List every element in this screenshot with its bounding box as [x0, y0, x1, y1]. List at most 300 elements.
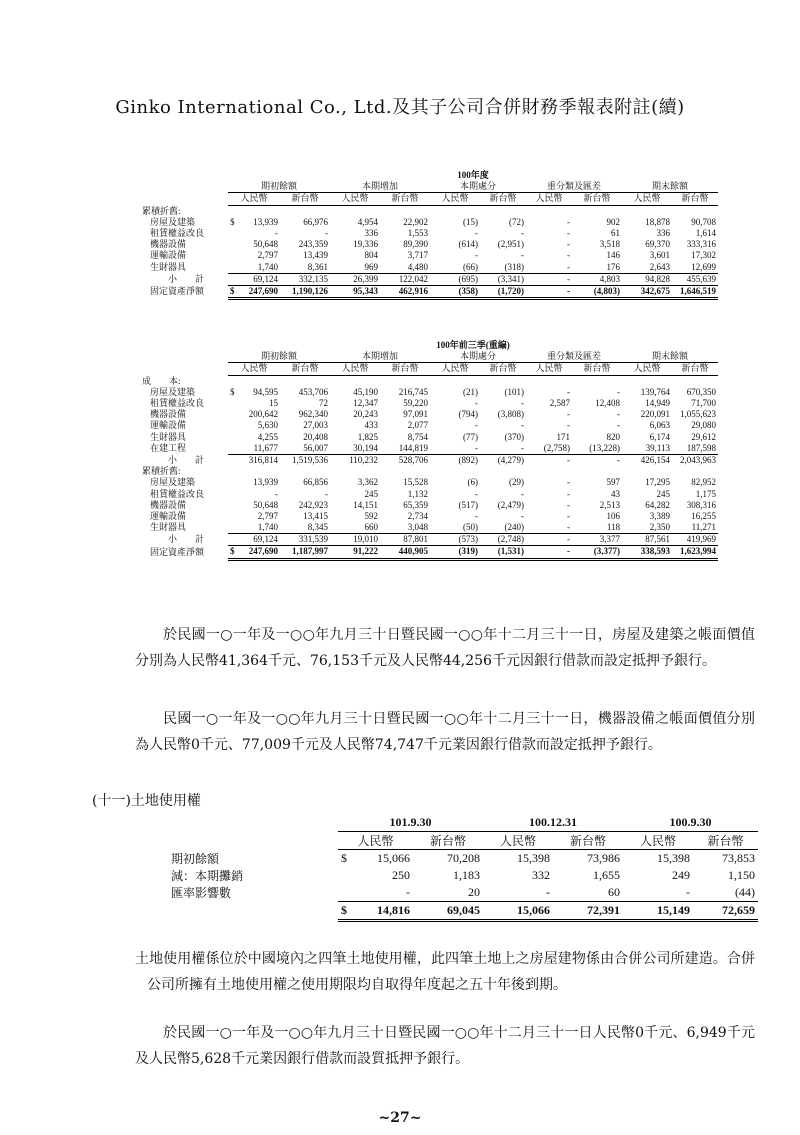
table-cell: -	[623, 884, 693, 902]
table-cell: 440,905	[380, 546, 430, 559]
table-cell	[228, 387, 280, 398]
column-group-header: 本期處分	[430, 181, 526, 193]
table-cell: -	[567, 239, 570, 250]
table-cell: 187,598	[672, 443, 718, 455]
depreciation-table-100	[140, 170, 765, 300]
table-cell: -	[275, 488, 278, 499]
table-cell: 176	[572, 262, 622, 274]
table-row	[140, 228, 765, 239]
table-cell: (66)	[430, 262, 480, 274]
table-cell: -	[521, 510, 524, 521]
table-cell: (794)	[458, 409, 478, 420]
table-cell: (6)	[467, 477, 478, 488]
table-cell: 597	[606, 477, 620, 488]
table-cell: 4,954	[357, 216, 378, 227]
table-cell: 11,271	[672, 522, 718, 534]
table-cell: (29)	[509, 477, 524, 488]
table-row	[140, 534, 765, 546]
table-cell: (21)	[463, 386, 478, 397]
table-cell: 660	[330, 522, 380, 534]
table-cell: 820	[606, 431, 620, 442]
column-header: 人民幣	[526, 363, 572, 375]
table-cell: -	[567, 228, 570, 239]
table-cell: 12,699	[672, 262, 718, 274]
table-cell: 1,175	[695, 488, 716, 499]
table-cell: -	[521, 488, 524, 499]
table-cell: -	[521, 228, 524, 239]
table-cell: -	[617, 386, 620, 397]
row-label: 固定資產淨額	[150, 546, 205, 557]
row-label: 生財器具	[150, 522, 187, 533]
table-cell: 71,700	[691, 398, 716, 409]
section-label: 累積折舊:	[142, 466, 181, 477]
table-cell: -	[567, 510, 570, 521]
row-label: 固定資產淨額	[150, 286, 205, 297]
table-row	[140, 488, 765, 499]
table-year: 100年度	[457, 170, 489, 181]
table-cell: 72,659	[693, 902, 758, 921]
table-cell: -	[480, 443, 526, 455]
table-cell: 902	[606, 216, 620, 227]
table-cell	[228, 546, 280, 559]
paragraph-land-pledge: 於民國一○一年及一○○年九月三十日暨民國一○○年十二月三十一日人民幣0千元、6,949千元及人民幣5,628千元業因銀行借款而設質抵押予銀行。	[135, 1025, 755, 1067]
table-cell: 106	[606, 510, 620, 521]
table-cell: 69,370	[645, 239, 670, 250]
table-cell: 4,255	[257, 431, 278, 442]
table-cell: 5,630	[257, 420, 278, 431]
table-cell: (3,808)	[497, 409, 524, 420]
table-cell: 1,825	[357, 431, 378, 442]
table-cell: 56,007	[280, 443, 330, 455]
table-cell: 17,302	[691, 250, 716, 261]
column-group-header: 100.12.31	[483, 814, 623, 832]
table-cell: 43	[611, 488, 620, 499]
table-cell: 26,399	[330, 273, 380, 285]
table-cell: 30,194	[330, 443, 380, 455]
table-cell: 15,398	[657, 851, 690, 865]
currency-symbol: $	[230, 285, 235, 296]
table-cell: 72,391	[553, 902, 623, 921]
table-cell: (319)	[430, 546, 480, 559]
table-cell: 69,124	[228, 273, 280, 285]
table-cell: -	[567, 386, 570, 397]
table-cell: -	[567, 454, 570, 465]
table-year: 100年前三季(重編)	[436, 340, 510, 351]
table-cell: 216,745	[398, 386, 428, 397]
table-cell: 22,902	[403, 216, 428, 227]
table-cell: 3,362	[357, 477, 378, 488]
cell-value: 13,939	[253, 216, 278, 227]
table-cell: -	[526, 285, 572, 298]
table-cell: 139,764	[640, 386, 670, 397]
table-cell: 110,232	[349, 454, 378, 465]
table-cell	[228, 285, 280, 298]
table-cell: 4,803	[572, 273, 622, 285]
table-cell: (77)	[463, 431, 478, 442]
table-cell: -	[567, 409, 570, 420]
table-cell: 2,797	[257, 250, 278, 261]
table-cell: 1,655	[593, 868, 620, 882]
table-cell: 2,077	[407, 420, 428, 431]
table-cell: (517)	[458, 499, 478, 510]
table-cell: 332,135	[280, 273, 330, 285]
table-cell: 1,519,536	[292, 454, 328, 465]
column-group-header: 期初餘額	[228, 351, 330, 363]
table-cell: 146	[606, 250, 620, 261]
table-cell: 2,513	[599, 499, 620, 510]
table-cell: 3,518	[599, 239, 620, 250]
column-header: 人民幣	[623, 832, 693, 850]
table-cell: 18,878	[645, 216, 670, 227]
table-cell: 316,814	[248, 454, 278, 465]
table-cell: 1,623,994	[672, 546, 718, 559]
table-row	[168, 850, 758, 868]
table-cell: -	[526, 262, 572, 274]
column-header: 人民幣	[622, 193, 672, 205]
table-row	[140, 387, 765, 398]
table-cell: 15,398	[517, 851, 550, 865]
column-header: 新台幣	[480, 193, 526, 205]
table-cell: (4,803)	[572, 285, 622, 298]
table-cell: 243,359	[298, 239, 328, 250]
table-cell: -	[430, 443, 480, 455]
table-cell: -	[521, 250, 524, 261]
table-cell: 804	[364, 250, 378, 261]
row-label: 機器設備	[150, 499, 187, 510]
table-cell: 1,055,623	[680, 409, 716, 420]
table-cell: 82,952	[691, 477, 716, 488]
table-cell: 90,708	[691, 216, 716, 227]
currency-symbol: $	[341, 851, 347, 865]
table-cell: 13,439	[303, 250, 328, 261]
table-cell: 462,916	[380, 285, 430, 298]
table-cell: 419,969	[672, 534, 718, 546]
land-use-rights-table	[168, 814, 758, 922]
table-cell: 1,132	[407, 488, 428, 499]
row-label: 生財器具	[150, 261, 187, 272]
table-cell: 336	[656, 228, 670, 239]
table-row	[140, 500, 765, 511]
table-cell: -	[617, 409, 620, 420]
cell-value: 247,690	[248, 546, 278, 557]
table-cell: (44)	[693, 884, 758, 902]
table-cell: 87,561	[622, 534, 672, 546]
column-header: 新台幣	[572, 193, 622, 205]
table-row	[140, 477, 765, 488]
table-cell: 969	[330, 262, 380, 274]
table-cell: 8,361	[280, 262, 330, 274]
table-cell: (72)	[509, 216, 524, 227]
row-label: 房屋及建築	[150, 477, 196, 488]
table-cell: (13,228)	[572, 443, 622, 455]
row-label: 小 計	[168, 454, 205, 465]
page-title: Ginko International Co., Ltd.及其子公司合併財務季報表附註(續)	[115, 97, 685, 118]
table-cell: -	[475, 228, 478, 239]
column-header: 新台幣	[672, 193, 718, 205]
table-cell: (1,720)	[480, 285, 526, 298]
table-cell: 2,043,963	[680, 454, 716, 465]
table-cell: -	[567, 499, 570, 510]
table-cell: -	[475, 488, 478, 499]
cell-value: 94,595	[253, 386, 278, 397]
table-cell: 333,316	[686, 239, 716, 250]
table-cell: 336	[364, 228, 378, 239]
table-cell: 29,612	[691, 431, 716, 442]
table-cell: 17,295	[645, 477, 670, 488]
table-cell: -	[526, 534, 572, 546]
table-cell: (2,951)	[497, 239, 524, 250]
table-row	[140, 522, 765, 534]
table-cell: 122,042	[380, 273, 430, 285]
table-cell: 3,048	[380, 522, 430, 534]
table-cell: 6,174	[649, 431, 670, 442]
table-row	[140, 398, 765, 409]
column-group-header: 重分類及匯差	[526, 351, 622, 363]
section-label: 成 本:	[142, 375, 181, 386]
table-cell: (614)	[458, 239, 478, 250]
table-cell: (695)	[430, 273, 480, 285]
column-header: 新台幣	[693, 832, 758, 850]
table-cell: 60	[553, 884, 623, 902]
row-label: 小 計	[168, 273, 205, 284]
table-cell: 342,675	[622, 285, 672, 298]
table-cell: 12,347	[353, 398, 378, 409]
table-cell: 200,642	[248, 409, 278, 420]
table-cell: -	[526, 546, 572, 559]
table-cell: 50,648	[253, 499, 278, 510]
table-row	[168, 902, 758, 921]
table-cell: -	[475, 510, 478, 521]
table-cell: 1,646,519	[672, 285, 718, 298]
table-cell: 118	[572, 522, 622, 534]
table-cell: (2,479)	[497, 499, 524, 510]
table-cell: 20,408	[303, 431, 328, 442]
table-cell: -	[567, 488, 570, 499]
paragraph-machinery-pledge: 民國一○一年及一○○年九月三十日暨民國一○○年十二月三十一日，機器設備之帳面價值分別為人民幣0千元、77,009千元及人民幣74,747千元業因銀行借款而設定抵押予銀行。	[135, 711, 755, 753]
table-cell: 13,415	[303, 510, 328, 521]
row-label: 在建工程	[150, 443, 187, 454]
table-row	[168, 867, 758, 884]
table-cell: 14,151	[353, 499, 378, 510]
table-cell: -	[567, 216, 570, 227]
table-cell: -	[483, 884, 553, 902]
table-cell: 171	[556, 431, 570, 442]
table-cell: 61	[611, 228, 620, 239]
table-cell: 962,340	[298, 409, 328, 420]
table-cell: 11,677	[228, 443, 280, 455]
table-cell: 19,336	[353, 239, 378, 250]
table-cell: -	[526, 273, 572, 285]
table-cell: 2,643	[622, 262, 672, 274]
table-cell: 455,639	[672, 273, 718, 285]
currency-symbol: $	[230, 386, 235, 397]
table-cell: 89,390	[403, 239, 428, 250]
table-cell: 29,080	[691, 420, 716, 431]
table-cell: 3,601	[649, 250, 670, 261]
table-cell: (358)	[430, 285, 480, 298]
table-cell: 308,316	[686, 499, 716, 510]
table-row	[140, 262, 765, 274]
table-cell: (50)	[430, 522, 480, 534]
table-cell: 670,350	[686, 386, 716, 397]
column-group-header: 本期處分	[430, 351, 526, 363]
table-cell: 8,345	[280, 522, 330, 534]
table-cell: 15,528	[403, 477, 428, 488]
table-cell: 66,856	[303, 477, 328, 488]
table-cell: (3,341)	[480, 273, 526, 285]
table-cell: 64,282	[645, 499, 670, 510]
table-cell: 69,124	[228, 534, 280, 546]
table-row	[140, 443, 765, 455]
table-cell: -	[567, 477, 570, 488]
table-cell: 2,587	[549, 398, 570, 409]
table-cell: 2,350	[622, 522, 672, 534]
row-label: 運輸設備	[150, 510, 187, 521]
table-row	[140, 546, 765, 559]
table-cell: 20,243	[353, 409, 378, 420]
column-group-header: 100.9.30	[623, 814, 758, 832]
table-cell: (573)	[430, 534, 480, 546]
row-label: 機器設備	[150, 409, 187, 420]
row-label: 租賃權益改良	[150, 228, 205, 239]
fixed-assets-table-100-q3	[140, 340, 765, 561]
table-cell: (4,279)	[497, 454, 524, 465]
table-cell: 95,343	[330, 285, 380, 298]
table-cell: 72	[319, 398, 328, 409]
table-cell: 16,255	[691, 510, 716, 521]
table-cell: 97,091	[403, 409, 428, 420]
column-header: 人民幣	[526, 193, 572, 205]
row-label: 運輸設備	[150, 420, 187, 431]
table-cell: 3,717	[407, 250, 428, 261]
column-group-header: 期末餘額	[622, 351, 718, 363]
column-header: 人民幣	[430, 193, 480, 205]
table-cell: 453,706	[298, 386, 328, 397]
table-cell: 19,010	[330, 534, 380, 546]
table-cell	[228, 217, 280, 228]
table-row	[140, 239, 765, 250]
currency-symbol: $	[230, 216, 235, 227]
table-cell: 12,408	[595, 398, 620, 409]
table-cell: 15,149	[623, 902, 693, 921]
column-header: 人民幣	[483, 832, 553, 850]
column-header: 新台幣	[672, 363, 718, 375]
column-header: 人民幣	[430, 363, 480, 375]
table-cell: 592	[364, 510, 378, 521]
row-label	[168, 902, 338, 921]
table-cell: 528,706	[398, 454, 428, 465]
table-cell: (101)	[504, 386, 524, 397]
currency-symbol: $	[230, 546, 235, 557]
table-cell: 2,797	[257, 510, 278, 521]
column-group-header: 期初餘額	[228, 181, 330, 193]
table-row	[140, 420, 765, 431]
table-cell: (15)	[463, 216, 478, 227]
table-cell: 20	[413, 884, 483, 902]
column-group-header: 本期增加	[330, 351, 430, 363]
table-cell: 1,190,126	[280, 285, 330, 298]
row-label: 匯率影響數	[171, 886, 232, 901]
column-header: 人民幣	[228, 193, 280, 205]
row-label: 期初餘額	[171, 851, 220, 866]
column-header: 新台幣	[280, 193, 330, 205]
section-heading: (十一)土地使用權	[92, 793, 201, 809]
table-cell: (1,531)	[480, 546, 526, 559]
table-row	[140, 250, 765, 261]
page-number: ~27~	[378, 1110, 422, 1126]
table-row	[140, 511, 765, 522]
table-cell: 331,539	[280, 534, 330, 546]
paragraph-land-description: 土地使用權係位於中國境內之四筆土地使用權，此四筆土地上之房屋建物係由合併公司所建造。合併公司所擁有土地使用權之使用期限均自取得年度起之五十年後到期。	[135, 951, 755, 993]
table-cell: 39,113	[622, 443, 672, 455]
table-row	[140, 454, 765, 466]
table-cell: (318)	[480, 262, 526, 274]
table-row	[140, 285, 765, 298]
table-cell: (3,377)	[572, 546, 622, 559]
table-cell: -	[275, 228, 278, 239]
table-cell: 73,853	[722, 851, 755, 865]
column-group-header: 期末餘額	[622, 181, 718, 193]
table-cell: -	[475, 398, 478, 409]
table-cell: 144,819	[380, 443, 430, 455]
table-cell: -	[338, 884, 413, 902]
column-header: 新台幣	[480, 363, 526, 375]
table-cell: 242,923	[298, 499, 328, 510]
table-cell: 91,222	[330, 546, 380, 559]
table-row	[140, 409, 765, 420]
column-header: 人民幣	[330, 363, 380, 375]
row-label: 機器設備	[150, 239, 187, 250]
table-row	[140, 432, 765, 443]
column-header: 新台幣	[413, 832, 483, 850]
column-header: 新台幣	[380, 363, 430, 375]
table-cell: 8,754	[407, 431, 428, 442]
column-header: 人民幣	[622, 363, 672, 375]
column-group-header: 重分類及匯差	[526, 181, 622, 193]
table-cell: -	[617, 454, 620, 465]
table-row	[140, 217, 765, 228]
table-cell	[338, 850, 413, 868]
column-header: 新台幣	[380, 193, 430, 205]
table-cell: -	[567, 250, 570, 261]
table-cell: 15,066	[483, 902, 553, 921]
table-cell: 1,740	[228, 522, 280, 534]
row-label: 房屋及建築	[150, 386, 196, 397]
table-cell: 426,154	[640, 454, 670, 465]
table-cell: (370)	[504, 431, 524, 442]
table-cell: 433	[364, 420, 378, 431]
table-cell: 250	[392, 868, 410, 882]
table-cell: (892)	[458, 454, 478, 465]
table-cell: 1,740	[228, 262, 280, 274]
table-row	[140, 273, 765, 285]
table-cell: -	[475, 250, 478, 261]
table-cell: 73,986	[587, 851, 620, 865]
table-cell: 245	[364, 488, 378, 499]
column-group-header: 本期增加	[330, 181, 430, 193]
paragraph-building-pledge: 於民國一○一年及一○○年九月三十日暨民國一○○年十二月三十一日，房屋及建築之帳面價值分別為人民幣41,364千元、76,153千元及人民幣44,256千元因銀行借款而設定抵押予銀行。	[135, 627, 755, 669]
row-label: 租賃權益改良	[150, 488, 205, 499]
table-cell: 94,828	[622, 273, 672, 285]
table-cell: 59,220	[403, 398, 428, 409]
table-cell: -	[475, 420, 478, 431]
column-header: 新台幣	[572, 363, 622, 375]
table-cell: 1,553	[407, 228, 428, 239]
table-cell: 4,480	[380, 262, 430, 274]
table-cell: 14,949	[645, 398, 670, 409]
table-cell: 249	[672, 868, 690, 882]
table-cell: 3,389	[649, 510, 670, 521]
